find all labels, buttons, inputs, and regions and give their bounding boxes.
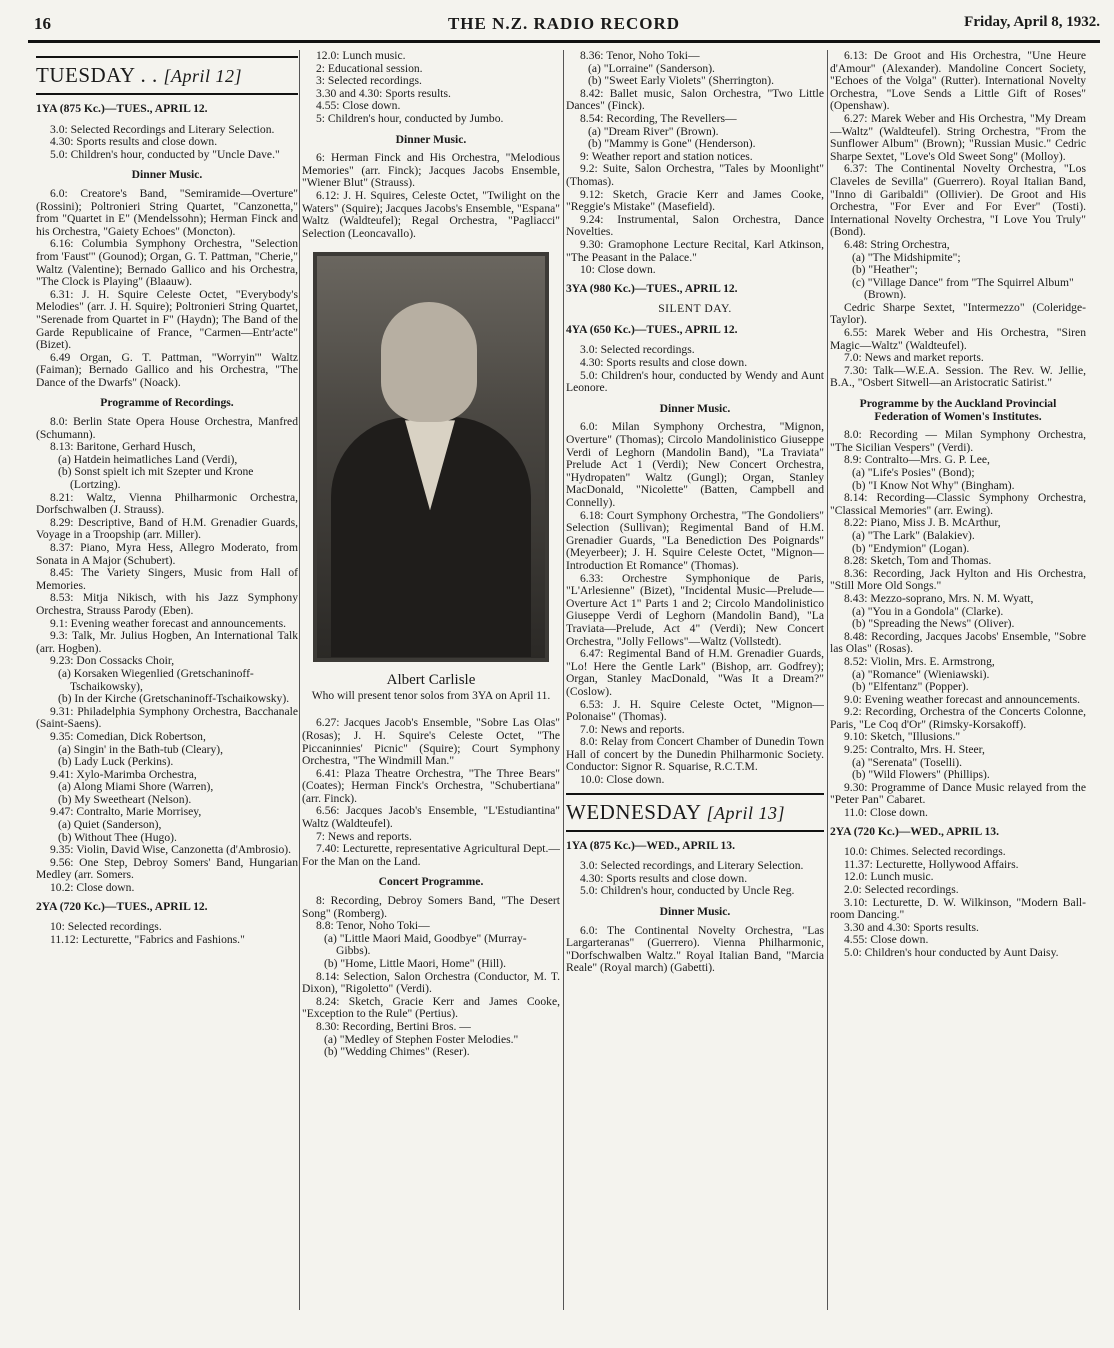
programme-entry: 8.36: Recording, Jack Hylton and His Orchestra, "Still More Old Songs." <box>830 566 1086 593</box>
programme-entry: 4.55: Close down. <box>844 933 929 947</box>
programme-entry: 6.13: De Groot and His Orchestra, "Une Heure d'Amour" (Alexander). Mandoline Concert Society, "Echoes of the Volga" (Rutter). International Novelty Orchestra, "Love Sends a Little Gift of Roses" (Openshaw). <box>830 50 1086 113</box>
programme-entry: 8.21: Waltz, Vienna Philharmonic Orchestra, Dorfschwalben (J. Strauss). <box>36 490 298 517</box>
programme-entry: 8.37: Piano, Myra Hess, Allegro Moderato, from Sonata in A Major (Schubert). <box>36 541 298 567</box>
silent-day-notice: SILENT DAY. <box>658 302 732 316</box>
programme-entry: 10.2: Close down. <box>50 881 135 895</box>
programme-entry: 9.2: Suite, Salon Orchestra, "Tales by Moonlight" (Thomas). <box>566 162 824 188</box>
programme-entry: 9.41: Xylo-Marimba Orchestra, <box>50 767 197 781</box>
photo-caption <box>302 670 560 703</box>
section-heading: Programme by the Auckland Provincial Federation of Women's Institutes. <box>859 397 1057 423</box>
programme-entry: 3.0: Selected recordings, and Literary Selection. <box>580 859 804 873</box>
programme-entry: 9.24: Instrumental, Salon Orchestra, Dance Novelties. <box>566 212 824 239</box>
column-divider <box>563 50 564 1310</box>
programme-subitem: (a) "Lorraine" (Sanderson). <box>588 61 715 75</box>
programme-subitem: (a) Singin' in the Bath-tub (Cleary), <box>58 742 224 756</box>
programme-entry: 9.25: Contralto, Mrs. H. Steer, <box>844 743 985 757</box>
programme-entry: 9.3: Talk, Mr. Julius Hogben, An International Talk (arr. Hogben). <box>36 629 298 655</box>
programme-entry: 6.55: Marek Weber and His Orchestra, "Siren Magic—Waltz" (Waldteufel). <box>830 326 1086 352</box>
programme-entry: 9.30: Programme of Dance Music relayed from the "Peter Pan" Cabaret. <box>830 780 1086 807</box>
programme-entry: 5: Children's hour, conducted by Jumbo. <box>316 111 504 125</box>
programme-subitem: (b) Without Thee (Hugo). <box>58 830 177 844</box>
programme-entry: 9.0: Evening weather forecast and announcements. <box>844 692 1080 706</box>
station-heading: 1YA (875 Kc.)—TUES., APRIL 12. <box>36 102 208 115</box>
programme-subitem: (c) "Village Dance" from "The Squirrel Album" (Brown). <box>852 275 1074 302</box>
programme-entry: 8.53: Mitja Nikisch, with his Jazz Symphony Orchestra, Strauss Parody (Eben). <box>36 591 298 617</box>
page-number: 16 <box>34 14 51 33</box>
programme-entry: 6.18: Court Symphony Orchestra, "The Gondoliers" Selection (Sullivan); Regimental Band of H.M. Grenadier Guards, "La Benediction Des Poignards" (Meyerbeer); J. H. Squire Celeste Octet, "Mignon—Introduction Et Romance" (Thomas). <box>566 508 824 572</box>
day-heading-wednesday: WEDNESDAY [April 13] <box>566 793 824 832</box>
programme-subitem: (b) "Endymion" (Logan). <box>852 541 970 555</box>
programme-entry: 6.16: Columbia Symphony Orchestra, "Selection from 'Faust'" (Gounod); Organ, G. T. Pattman, "Cherie," Waltz (Valentine); Bernado Gallico and his Orchestra, "The Clock is Playing" (Blaauw). <box>36 237 298 289</box>
station-heading: 3YA (980 Kc.)—TUES., APRIL 12. <box>566 281 738 295</box>
programme-entry: 8.52: Violin, Mrs. E. Armstrong, <box>844 654 995 668</box>
programme-entry: 6.53: J. H. Squire Celeste Octet, "Mignon—Polonaise" (Thomas). <box>566 697 824 724</box>
programme-entry: 9.35: Violin, David Wise, Canzonetta (d'Ambrosio). <box>50 843 292 857</box>
station-heading: 4YA (650 Kc.)—TUES., APRIL 12. <box>566 322 738 336</box>
programme-entry: 3.0: Selected recordings. <box>580 343 695 357</box>
programme-subitem: (b) "Spreading the News" (Oliver). <box>852 617 1015 631</box>
programme-entry: 10.0: Close down. <box>580 773 665 787</box>
programme-entry: 3.30 and 4.30: Sports results. <box>316 86 451 100</box>
programme-entry: 4.30: Sports results and close down. <box>580 871 748 885</box>
programme-entry: 10.0: Chimes. Selected recordings. <box>844 845 1006 859</box>
programme-entry: 8.0: Berlin State Opera House Orchestra, Manfred (Schumann). <box>36 415 298 441</box>
programme-subitem: (a) "Romance" (Wieniawski). <box>852 667 990 681</box>
programme-entry: 2: Educational session. <box>316 61 423 75</box>
programme-entry: 8.0: Relay from Concert Chamber of Dunedin Town Hall of concert by the Dunedin Philharmonic Society. Conductor: Signor R. Squarise, R.C.T.M. <box>566 735 824 774</box>
programme-subitem: (b) "Heather"; <box>852 263 918 277</box>
programme-entry: 8.14: Selection, Salon Orchestra (Conductor, M. T. Dixon), "Rigoletto" (Verdi). <box>302 969 560 996</box>
programme-subitem: (b) In der Kirche (Gretschaninoff-Tschaikowsky). <box>58 692 290 706</box>
programme-entry: 8.28: Sketch, Tom and Thomas. <box>844 554 992 568</box>
programme-entry: 9.10: Sketch, "Illusions." <box>844 730 961 744</box>
programme-entry: 5.0: Children's hour, conducted by Uncle Reg. <box>580 884 795 898</box>
programme-subitem: (b) "I Know Not Why" (Bingham). <box>852 478 1015 492</box>
programme-entry: 6.31: J. H. Squire Celeste Octet, "Everybody's Melodies" (arr. J. H. Squire); Poltronieri String Quartet, "Serenade from Quartet in F" (Haydn); The Band of the Garde Republicaine of France, "Carmen—Entr'acte" (Bizet). <box>36 287 298 352</box>
programme-entry: 4.30: Sports results and close down. <box>580 356 748 370</box>
station-heading: 1YA (875 Kc.)—WED., APRIL 13. <box>566 838 735 852</box>
programme-subitem: (b) "Wild Flowers" (Phillips). <box>852 768 990 782</box>
programme-subitem: (b) Sonst spielt ich mit Szepter und Krone (Lortzing). <box>58 465 254 492</box>
programme-entry: 12.0: Lunch music. <box>316 50 406 62</box>
programme-entry: 7.0: News and market reports. <box>844 351 984 365</box>
programme-subitem: (a) Along Miami Shore (Warren), <box>58 780 214 794</box>
programme-subitem: (b) "Sweet Early Violets" (Sherrington). <box>588 74 774 88</box>
programme-subitem: (a) "The Lark" (Balakiev). <box>852 528 975 542</box>
programme-entry: 8.0: Recording — Milan Symphony Orchestra, "The Sicilian Vespers" (Verdi). <box>830 428 1086 454</box>
programme-subitem: (b) Lady Luck (Perkins). <box>58 755 174 769</box>
programme-entry: 7.30: Talk—W.E.A. Session. The Rev. W. Jellie, B.A., "Osbert Sitwell—an Aristocratic Satirist." <box>830 363 1086 390</box>
programme-entry: 3.10: Lecturette, D. W. Wilkinson, "Modern Ball-room Dancing." <box>830 895 1086 922</box>
column-divider <box>299 50 300 1310</box>
section-heading: Concert Programme. <box>378 875 484 889</box>
portrait-photo <box>313 252 549 662</box>
station-heading: 2YA (720 Kc.)—TUES., APRIL 12. <box>36 899 208 913</box>
programme-entry: 8.36: Tenor, Noho Toki— <box>580 50 700 62</box>
programme-entry: 9: Weather report and station notices. <box>580 149 753 163</box>
programme-entry: 8.9: Contralto—Mrs. G. P. Lee, <box>844 453 990 467</box>
section-heading: Dinner Music. <box>131 168 203 182</box>
programme-subitem: (b) "Home, Little Maori, Home" (Hill). <box>324 957 507 970</box>
programme-entry: 8.48: Recording, Jacques Jacobs' Ensemble, "Sobre las Olas" (Rosas). <box>830 629 1086 656</box>
programme-entry: 11.12: Lecturette, "Fabrics and Fashions." <box>50 932 245 946</box>
programme-entry: 6.33: Orchestre Symphonique de Paris, "L'Arlesienne" (Bizet), "Incidental Music—Prelude—Overture Act 1" Parts 1 and 2; Circolo Mandolinistico Giuseppe Verdi of Leghorn (Mandolin Band), "La Traviata—Prelude, Act 4" (Verdi); New Concert Orchestra, "Jolly Fellows"—Waltz (Vollstedt). <box>566 571 824 648</box>
section-heading: Dinner Music. <box>659 401 731 415</box>
programme-entry: 8.43: Mezzo-soprano, Mrs. N. M. Wyatt, <box>844 591 1034 605</box>
column-3 <box>566 50 824 1340</box>
programme-subitem: (a) "Dream River" (Brown). <box>588 124 719 138</box>
issue-date: Friday, April 8, 1932. <box>964 14 1100 30</box>
programme-subitem: (a) "Life's Posies" (Bond); <box>852 466 975 479</box>
page-header <box>28 12 1100 38</box>
programme-entry: 6: Herman Finck and His Orchestra, "Melodious Memories" (arr. Finck); Jacques Jacobs Ensemble, "Wiener Blut" (Strauss). <box>302 151 560 190</box>
programme-entry: 6.27: Marek Weber and His Orchestra, "My Dream—Waltz" (Waldteufel). String Orchestra, "From the Sunflower Album" (Brown); "Russian Music." Cedric Sharpe Sextet, "Love's Old Sweet Song" (Molloy). <box>830 111 1086 163</box>
programme-entry: 6.41: Plaza Theatre Orchestra, "The Three Bears" (Coates); Herman Finck's Orchestra, "Schubertiana" (arr. Finck). <box>302 766 560 805</box>
programme-entry: 6.56: Jacques Jacob's Ensemble, "L'Estudiantina" Waltz (Waldteufel). <box>302 804 560 831</box>
day-heading-tuesday: TUESDAY . . [April 12] <box>36 56 298 95</box>
programme-entry: 8.42: Ballet music, Salon Orchestra, "Two Little Dances" (Finck). <box>566 86 824 113</box>
programme-subitem: (a) Hatdein heimatliches Land (Verdi), <box>58 452 238 466</box>
programme-entry: 7.40: Lecturette, representative Agricultural Dept.—For the Man on the Land. <box>302 842 560 868</box>
section-heading: Dinner Music. <box>395 132 467 146</box>
programme-entry: 9.23: Don Cossacks Choir, <box>50 654 175 668</box>
programme-subitem: (a) "Medley of Stephen Foster Melodies." <box>324 1032 519 1046</box>
programme-subitem: (a) Quiet (Sanderson), <box>58 818 162 832</box>
programme-entry: 6.27: Jacques Jacob's Ensemble, "Sobre Las Olas" (Rosas); J. H. Squire's Celeste Octet, "The Piccaninnies' Picnic" (Squire); Court Symphony Orchestra, "The Windmill Man." <box>302 716 560 768</box>
programme-entry: 12.0: Lunch music. <box>844 870 934 884</box>
programme-entry: 6.47: Regimental Band of H.M. Grenadier Guards, "Lo! Here the Gentle Lark" (Bishop, arr. Godfrey); Organ, Stanley MacDonald, "Was It a Dream?" (Coslow). <box>566 647 824 698</box>
programme-subitem: (a) Korsaken Wiegenlied (Gretschaninoff-Tschaikowsky), <box>58 666 254 693</box>
programme-subitem: (b) "Elfentanz" (Popper). <box>852 680 969 694</box>
programme-entry: 9.2: Recording, Orchestra of the Concerts Colonne, Paris, "Le Coq d'Or" (Rimsky-Korsakoff). <box>830 705 1086 731</box>
programme-entry: 8: Recording, Debroy Somers Band, "The Desert Song" (Romberg). <box>302 894 560 920</box>
programme-entry: 10: Close down. <box>580 263 656 277</box>
programme-subitem: (a) "You in a Gondola" (Clarke). <box>852 604 1004 618</box>
column-4 <box>830 50 1086 1340</box>
programme-entry: 6.48: String Orchestra, <box>844 237 950 251</box>
programme-entry: 9.12: Sketch, Gracie Kerr and James Cooke, "Reggie's Mistake" (Masefield). <box>566 187 824 214</box>
programme-entry: 9.56: One Step, Debroy Somers' Band, Hungarian Medley (arr. Somers. <box>36 855 298 882</box>
programme-subitem: (b) "Mammy is Gone" (Henderson). <box>588 137 756 151</box>
programme-entry: 3.0: Selected Recordings and Literary Selection. <box>50 122 275 136</box>
programme-entry: 6.0: Creatore's Band, "Semiramide—Overture" (Rossini); Poltronieri String Quartet, "Canzonetta," from "Quartet in E" (Mendelssohn); Herman Finck and his Orchestra, "Gaiety Echoes" (Moncton). <box>36 186 298 238</box>
programme-entry: 9.31: Philadelphia Symphony Orchestra, Bacchanale (Saint-Saens). <box>36 704 298 731</box>
programme-entry: 6.49 Organ, G. T. Pattman, "Worryin'" Waltz (Faiman); Bernado Gallico and his Orchestra, "The Dance of the Dwarfs" (Noack). <box>36 350 298 389</box>
programme-subitem: (b) My Sweetheart (Nelson). <box>58 792 192 806</box>
programme-subitem: (b) "Wedding Chimes" (Reser). <box>324 1045 470 1059</box>
station-heading: 2YA (720 Kc.)—WED., APRIL 13. <box>830 824 999 838</box>
programme-entry: 8.14: Recording—Classic Symphony Orchestra, "Classical Memories" (arr. Ewing). <box>830 491 1086 517</box>
programme-entry: 4.30: Sports results and close down. <box>50 135 218 149</box>
programme-entry: 11.37: Lecturette, Hollywood Affairs. <box>844 857 1019 871</box>
programme-entry: 8.8: Tenor, Noho Toki— <box>316 919 430 933</box>
programme-entry: 8.24: Sketch, Gracie Kerr and James Cooke, "Exception to the Rule" (Pertius). <box>302 994 560 1021</box>
programme-entry: 4.55: Close down. <box>316 99 401 113</box>
programme-entry: 5.0: Children's hour, conducted by "Uncle Dave." <box>50 147 280 161</box>
programme-entry: 8.45: The Variety Singers, Music from Hall of Memories. <box>36 566 298 592</box>
header-rule <box>28 40 1100 43</box>
programme-entry: 3: Selected recordings. <box>316 74 422 88</box>
column-divider <box>827 50 828 1310</box>
programme-entry: 5.0: Children's hour conducted by Aunt Daisy. <box>844 945 1059 959</box>
programme-entry: 3.30 and 4.30: Sports results. <box>844 920 979 934</box>
programme-entry: 6.0: Milan Symphony Orchestra, "Mignon, Overture" (Thomas); Circolo Mandolinistico Giuseppe Verdi of Leghorn (Mandolin Band), "La Traviata" Prelude Act 1 (Verdi); New Concert Orchestra, "Hydropaten" Waltz (Gungl); Organ, Stanley MacDonald, "Nicolette" (Batten, Campbell and Connelly). <box>566 420 824 509</box>
programme-entry: 7.0: News and reports. <box>580 722 685 736</box>
programme-entry: 9.1: Evening weather forecast and announcements. <box>50 616 286 630</box>
photo-caption-name: Albert Carlisle <box>386 672 476 689</box>
programme-entry: Cedric Sharpe Sextet, "Intermezzo" (Coleridge-Taylor). <box>830 300 1086 327</box>
section-heading: Dinner Music. <box>659 905 731 919</box>
programme-subitem: (a) "Little Maori Maid, Goodbye" (Murray-Gibbs). <box>324 931 527 958</box>
programme-entry: 2.0: Selected recordings. <box>844 883 959 896</box>
programme-entry: 5.0: Children's hour, conducted by Wendy and Aunt Leonore. <box>566 368 824 395</box>
programme-entry: 6.12: J. H. Squires, Celeste Octet, "Twilight on the Waters" (Squire); Jacques Jacobs's Ensemble, "Espana" Waltz (Waldteufel); Regal Orchestra, "Pagliacci" Selection (Leoncavallo). <box>302 188 560 240</box>
programme-entry: 7: News and reports. <box>316 829 412 843</box>
programme-entry: 8.30: Recording, Bertini Bros. — <box>316 1019 471 1033</box>
programme-entry: 6.37: The Continental Novelty Orchestra, "Los Claveles de Sevilla" (Guerrero). Royal Italian Band, "Inno di Garibaldi" (Ollivier). De Groot and His Orchestra, "For Ever and For Ever" (Tosti). International Novelty Orchestra, "I Love You Truly" (Bond). <box>830 162 1086 239</box>
photo-figure-head <box>381 302 477 422</box>
programme-entry: 8.54: Recording, The Revellers— <box>580 111 737 125</box>
programme-entry: 11.0: Close down. <box>844 806 928 820</box>
programme-entry: 9.47: Contralto, Marie Morrisey, <box>50 805 202 819</box>
masthead-title: THE N.Z. RADIO RECORD <box>447 14 681 33</box>
programme-entry: 10: Selected recordings. <box>50 920 162 934</box>
programme-entry: 8.29: Descriptive, Band of H.M. Grenadier Guards, Voyage in a Troopship (arr. Miller). <box>36 515 298 542</box>
programme-subitem: (a) "The Midshipmite"; <box>852 250 961 264</box>
programme-subitem: (a) "Serenata" (Toselli). <box>852 755 963 769</box>
photo-caption-text: Who will present tenor solos from 3YA on April 11. <box>311 690 551 703</box>
column-2 <box>302 50 560 1340</box>
programme-entry: 9.30: Gramophone Lecture Recital, Karl Atkinson, "The Peasant in the Palace." <box>566 237 824 264</box>
programme-entry: 8.22: Piano, Miss J. B. McArthur, <box>844 516 1001 530</box>
programme-entry: 6.0: The Continental Novelty Orchestra, "Las Largarteranas" (Guerrero). Vienna Philharmonic, "Dorfschwalben Waltz." Royal Italian Band, "Marcia Reale" (Royal march) (Gabetti). <box>566 923 824 975</box>
programme-entry: 8.13: Baritone, Gerhard Husch, <box>50 440 196 454</box>
programme-entry: 9.35: Comedian, Dick Robertson, <box>50 729 206 743</box>
section-heading: Programme of Recordings. <box>100 396 234 410</box>
column-1 <box>36 50 298 1340</box>
